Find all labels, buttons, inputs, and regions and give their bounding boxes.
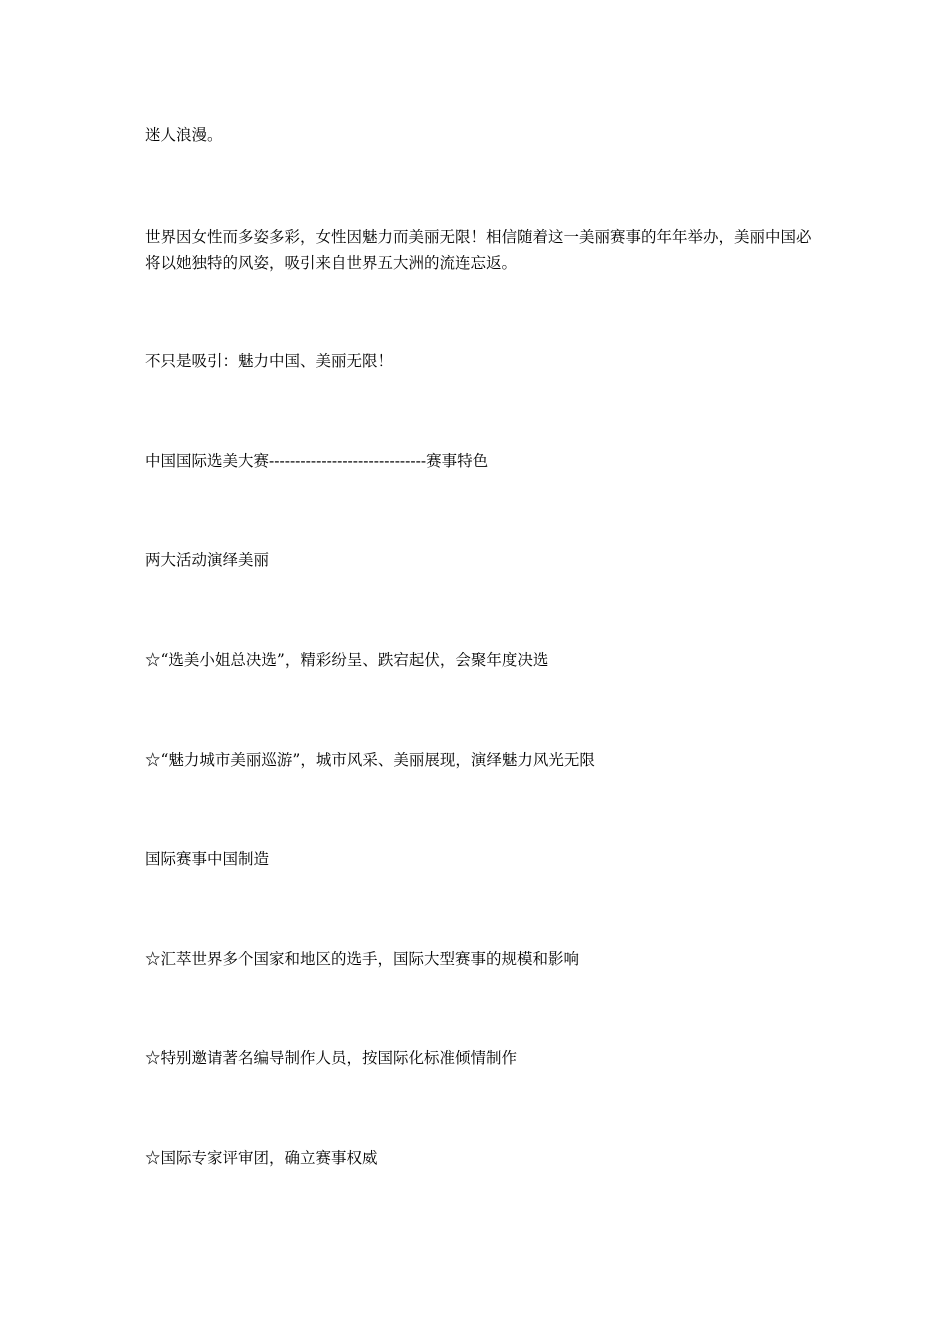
paragraph-world-women: 世界因女性而多姿多彩，女性因魅力而美丽无限！相信随着这一美丽赛事的年年举办，美丽中国必将以她独特的风姿，吸引来自世界五大洲的流连忘返。 — [145, 228, 812, 272]
paragraph-intro-ending: 迷人浪漫。 — [145, 126, 223, 144]
subheading-two-activities: 两大活动演绎美丽 — [145, 551, 270, 569]
paragraph-slogan: 不只是吸引：魅力中国、美丽无限！ — [145, 352, 394, 370]
bullet-jury: ☆国际专家评审团，确立赛事权威 — [145, 1149, 378, 1167]
bullet-contestants: ☆汇萃世界多个国家和地区的选手，国际大型赛事的规模和影响 — [145, 950, 580, 968]
bullet-city-parade: ☆“魅力城市美丽巡游”，城市风采、美丽展现，演绎魅力风光无限 — [145, 751, 595, 769]
bullet-production: ☆特别邀请著名编导制作人员，按国际化标准倾情制作 — [145, 1049, 518, 1067]
section-heading-features: 中国国际选美大赛------------------------------赛事特色 — [145, 452, 489, 470]
subheading-international-event: 国际赛事中国制造 — [145, 850, 270, 868]
bullet-finals: ☆“选美小姐总决选”，精彩纷呈、跌宕起伏，会聚年度决选 — [145, 651, 549, 669]
